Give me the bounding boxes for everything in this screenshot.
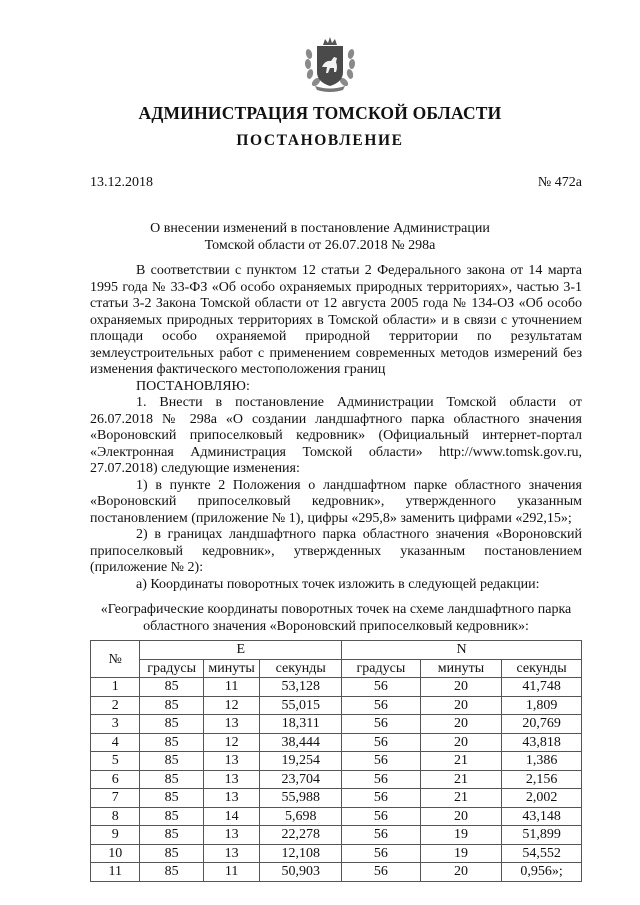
item-1-2-paragraph: 2) в границах ландшафтного парка областного значения «Вороновский припоселковый кедровник», утвержденных указанным постановлением (приложение № 2):: [90, 527, 582, 575]
item-1-1-paragraph: 1) в пункте 2 Положения о ландшафтном парке областного значения «Вороновский припоселковый кедровник», утвержденного указанным постановлением (приложение № 1), цифры «295,8» заменить цифрами «292,15»;: [90, 477, 582, 526]
cell-e-minutes: 13: [203, 789, 260, 808]
cell-number: 4: [91, 733, 140, 752]
cell-e-degrees: 85: [140, 844, 203, 863]
column-header-n-seconds: секунды: [502, 659, 582, 678]
item-1-paragraph: 1. Внести в постановление Администрации Томской области от 26.07.2018 № 298а «О создании ландшафтного парка областного значения «Вороновский припоселковый кедровник» (Официальный интернет-портал «Электронная Администрация Томской области» http://www.tomsk.gov.ru, 27.07.2018) следующие изменения:: [90, 395, 582, 476]
cell-n-minutes: 20: [420, 807, 501, 826]
preamble-paragraph: В соответствии с пунктом 12 статьи 2 Федерального закона от 14 марта 1995 года № 33-ФЗ «Об особо охраняемых природных территориях», частью 3-1 статьи 3-2 Закона Томской области от 12 августа 2005 года № 134-ОЗ «Об особо охраняемых природных территориях в Томской области» и в связи с уточнением площади особо охраняемой природной территории по результатам землеустроительных работ с применением современных методов измерений без изменения фактического местоположения границ: [90, 263, 582, 377]
table-row: [91, 696, 582, 715]
cell-e-seconds: 55,015: [260, 696, 342, 715]
cell-n-seconds: 54,552: [502, 844, 582, 863]
cell-n-minutes: 20: [420, 715, 501, 734]
table-row: [91, 752, 582, 771]
cell-number: 9: [91, 826, 140, 845]
cell-n-degrees: 56: [342, 678, 421, 697]
cell-e-minutes: 13: [203, 770, 260, 789]
document-body: [90, 263, 582, 593]
document-date: 13.12.2018: [90, 175, 153, 190]
cell-n-degrees: 56: [342, 844, 421, 863]
column-header-n-degrees: градусы: [342, 659, 421, 678]
cell-n-seconds: 1,809: [502, 696, 582, 715]
cell-n-minutes: 19: [420, 826, 501, 845]
cell-n-seconds: 43,818: [502, 733, 582, 752]
cell-e-seconds: 18,311: [260, 715, 342, 734]
cell-e-seconds: 22,278: [260, 826, 342, 845]
cell-e-minutes: 12: [203, 696, 260, 715]
table-row: [91, 826, 582, 845]
cell-n-degrees: 56: [342, 715, 421, 734]
table-row: [91, 770, 582, 789]
cell-e-minutes: 11: [203, 678, 260, 697]
cell-n-degrees: 56: [342, 826, 421, 845]
cell-e-degrees: 85: [140, 696, 203, 715]
cell-e-degrees: 85: [140, 807, 203, 826]
column-header-e-seconds: секунды: [260, 659, 342, 678]
cell-e-minutes: 12: [203, 733, 260, 752]
organization-title: АДМИНИСТРАЦИЯ ТОМСКОЙ ОБЛАСТИ: [138, 103, 502, 123]
table-row: [91, 733, 582, 752]
cell-e-degrees: 85: [140, 863, 203, 882]
coordinates-table: [90, 640, 582, 882]
cell-n-minutes: 20: [420, 863, 501, 882]
cell-e-minutes: 11: [203, 863, 260, 882]
cell-e-seconds: 19,254: [260, 752, 342, 771]
cell-n-minutes: 20: [420, 678, 501, 697]
cell-e-degrees: 85: [140, 789, 203, 808]
cell-e-minutes: 13: [203, 844, 260, 863]
item-1-2-a-paragraph: а) Координаты поворотных точек изложить в следующей редакции:: [136, 576, 540, 592]
cell-number: 5: [91, 752, 140, 771]
cell-e-seconds: 23,704: [260, 770, 342, 789]
document-number: № 472а: [537, 175, 582, 190]
cell-n-degrees: 56: [342, 807, 421, 826]
cell-n-minutes: 21: [420, 752, 501, 771]
table-caption: [90, 601, 582, 635]
cell-n-degrees: 56: [342, 733, 421, 752]
cell-e-degrees: 85: [140, 733, 203, 752]
cell-n-degrees: 56: [342, 863, 421, 882]
cell-n-minutes: 19: [420, 844, 501, 863]
column-header-e-degrees: градусы: [140, 659, 203, 678]
table-row: [91, 715, 582, 734]
cell-number: 1: [91, 678, 140, 697]
cell-n-degrees: 56: [342, 696, 421, 715]
cell-e-minutes: 13: [203, 826, 260, 845]
column-group-n: N: [342, 641, 582, 660]
subject-line-1: О внесении изменений в постановление Администрации: [150, 221, 490, 236]
cell-n-minutes: 21: [420, 770, 501, 789]
cell-number: 3: [91, 715, 140, 734]
cell-e-degrees: 85: [140, 715, 203, 734]
cell-e-seconds: 5,698: [260, 807, 342, 826]
table-row: [91, 844, 582, 863]
cell-n-seconds: 0,956»;: [502, 863, 582, 882]
table-row: [91, 863, 582, 882]
column-header-number: №: [91, 641, 140, 678]
column-header-n-minutes: минуты: [420, 659, 501, 678]
document-type-heading: ПОСТАНОВЛЕНИЕ: [236, 132, 404, 149]
decree-word: ПОСТАНОВЛЯЮ:: [136, 378, 250, 394]
cell-number: 6: [91, 770, 140, 789]
table-row: [91, 807, 582, 826]
cell-n-degrees: 56: [342, 770, 421, 789]
cell-n-seconds: 1,386: [502, 752, 582, 771]
cell-number: 2: [91, 696, 140, 715]
column-header-e-minutes: минуты: [203, 659, 260, 678]
cell-n-seconds: 43,148: [502, 807, 582, 826]
cell-e-seconds: 50,903: [260, 863, 342, 882]
cell-e-seconds: 55,988: [260, 789, 342, 808]
cell-e-degrees: 85: [140, 770, 203, 789]
subject-line-2: Томской области от 26.07.2018 № 298а: [204, 238, 436, 253]
table-row: [91, 789, 582, 808]
cell-e-seconds: 53,128: [260, 678, 342, 697]
coat-of-arms-icon: [303, 34, 357, 92]
cell-e-degrees: 85: [140, 678, 203, 697]
cell-number: 7: [91, 789, 140, 808]
cell-number: 11: [91, 863, 140, 882]
column-group-e: E: [140, 641, 342, 660]
cell-n-seconds: 51,899: [502, 826, 582, 845]
caption-line-2: областного значения «Вороновский припоселковый кедровник»:: [143, 619, 529, 634]
cell-n-minutes: 20: [420, 733, 501, 752]
document-subject: [0, 220, 640, 254]
cell-e-degrees: 85: [140, 826, 203, 845]
cell-e-minutes: 13: [203, 715, 260, 734]
cell-e-minutes: 14: [203, 807, 260, 826]
cell-n-minutes: 21: [420, 789, 501, 808]
cell-number: 8: [91, 807, 140, 826]
cell-e-minutes: 13: [203, 752, 260, 771]
caption-line-1: «Географические координаты поворотных точек на схеме ландшафтного парка: [100, 602, 572, 617]
cell-e-seconds: 38,444: [260, 733, 342, 752]
cell-n-degrees: 56: [342, 752, 421, 771]
cell-e-seconds: 12,108: [260, 844, 342, 863]
cell-n-degrees: 56: [342, 789, 421, 808]
cell-n-seconds: 20,769: [502, 715, 582, 734]
cell-n-seconds: 41,748: [502, 678, 582, 697]
cell-e-degrees: 85: [140, 752, 203, 771]
cell-number: 10: [91, 844, 140, 863]
cell-n-seconds: 2,002: [502, 789, 582, 808]
cell-n-seconds: 2,156: [502, 770, 582, 789]
table-row: [91, 678, 582, 697]
cell-n-minutes: 20: [420, 696, 501, 715]
